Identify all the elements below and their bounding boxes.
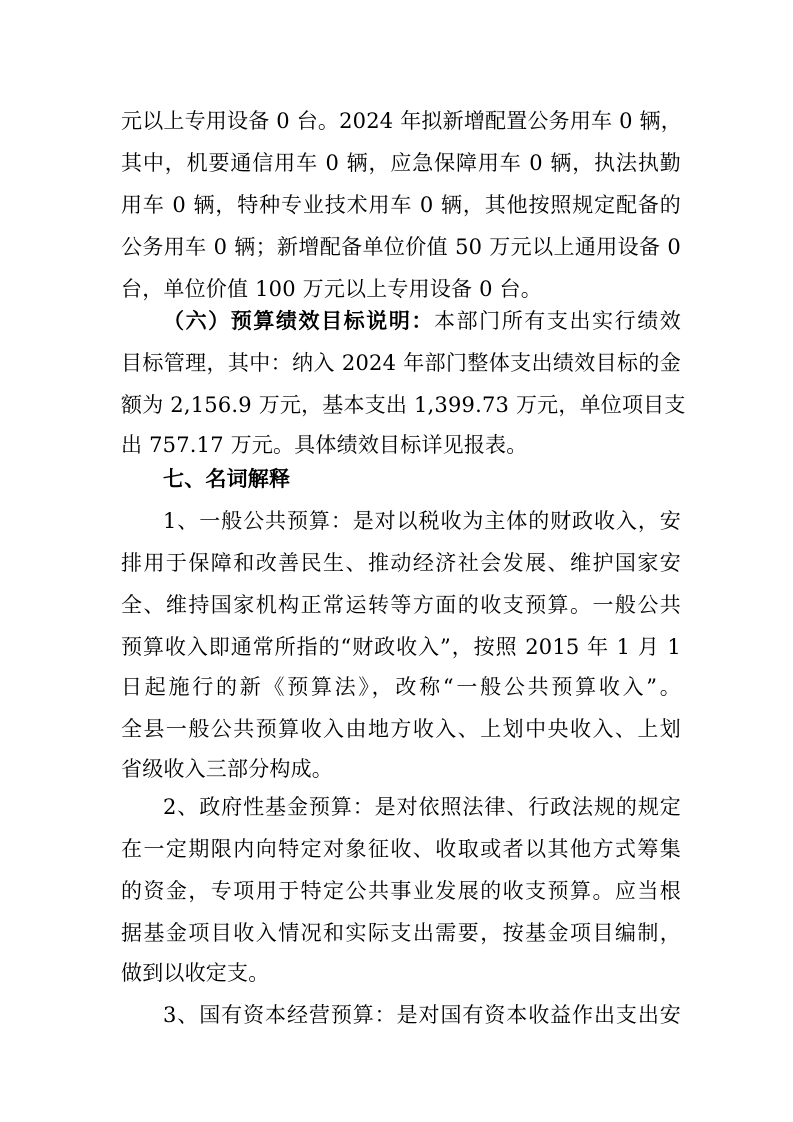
paragraph-line: 3、国有资本经营预算：是对国有资本收益作出支出安 bbox=[163, 1003, 681, 1027]
paragraph-line: 做到以收定支。 bbox=[121, 961, 270, 985]
paragraph-line: 其中，机要通信用车 0 辆，应急保障用车 0 辆，执法执勤 bbox=[121, 151, 681, 175]
paragraph-line: 元以上专用设备 0 台。2024 年拟新增配置公务用车 0 辆， bbox=[121, 109, 682, 133]
paragraph-text: 本部门所有支出实行绩效 bbox=[433, 309, 681, 333]
paragraph-line: 的资金，专项用于特定公共事业发展的收支预算。应当根 bbox=[121, 879, 681, 903]
paragraph-line: 2、政府性基金预算：是对依照法律、行政法规的规定 bbox=[163, 795, 681, 819]
paragraph-line: 排用于保障和改善民生、推动经济社会发展、维护国家安 bbox=[121, 551, 681, 575]
paragraph-line: 目标管理，其中：纳入 2024 年部门整体支出绩效目标的金 bbox=[121, 351, 681, 375]
paragraph-line: 省级收入三部分构成。 bbox=[121, 757, 333, 781]
paragraph-line: 预算收入即通常所指的“财政收入”，按照 2015 年 1 月 1 bbox=[121, 635, 681, 659]
section-heading-six: （六）预算绩效目标说明： bbox=[163, 308, 434, 333]
paragraph-line: 出 757.17 万元。具体绩效目标详见报表。 bbox=[121, 433, 528, 457]
paragraph-line: 在一定期限内向特定对象征收、收取或者以其他方式筹集 bbox=[121, 837, 681, 861]
section-heading-seven: 七、名词解释 bbox=[163, 467, 291, 491]
paragraph-line: 日起施行的新《预算法》，改称“一般公共预算收入”。 bbox=[121, 675, 681, 699]
paragraph-line: 据基金项目收入情况和实际支出需要，按基金项目编制， bbox=[121, 921, 681, 945]
section-six-first-line bbox=[163, 302, 681, 340]
paragraph-line: 台，单位价值 100 万元以上专用设备 0 台。 bbox=[121, 277, 542, 301]
paragraph-line: 额为 2,156.9 万元，基本支出 1,399.73 万元，单位项目支 bbox=[121, 393, 686, 417]
paragraph-line: 1、一般公共预算：是对以税收为主体的财政收入，安 bbox=[163, 509, 681, 533]
paragraph-line: 用车 0 辆，特种专业技术用车 0 辆，其他按照规定配备的 bbox=[121, 193, 681, 217]
paragraph-line: 全、维持国家机构正常运转等方面的收支预算。一般公共 bbox=[121, 593, 681, 617]
paragraph-line: 全县一般公共预算收入由地方收入、上划中央收入、上划 bbox=[121, 717, 681, 741]
paragraph-line: 公务用车 0 辆；新增配备单位价值 50 万元以上通用设备 0 bbox=[121, 235, 681, 259]
